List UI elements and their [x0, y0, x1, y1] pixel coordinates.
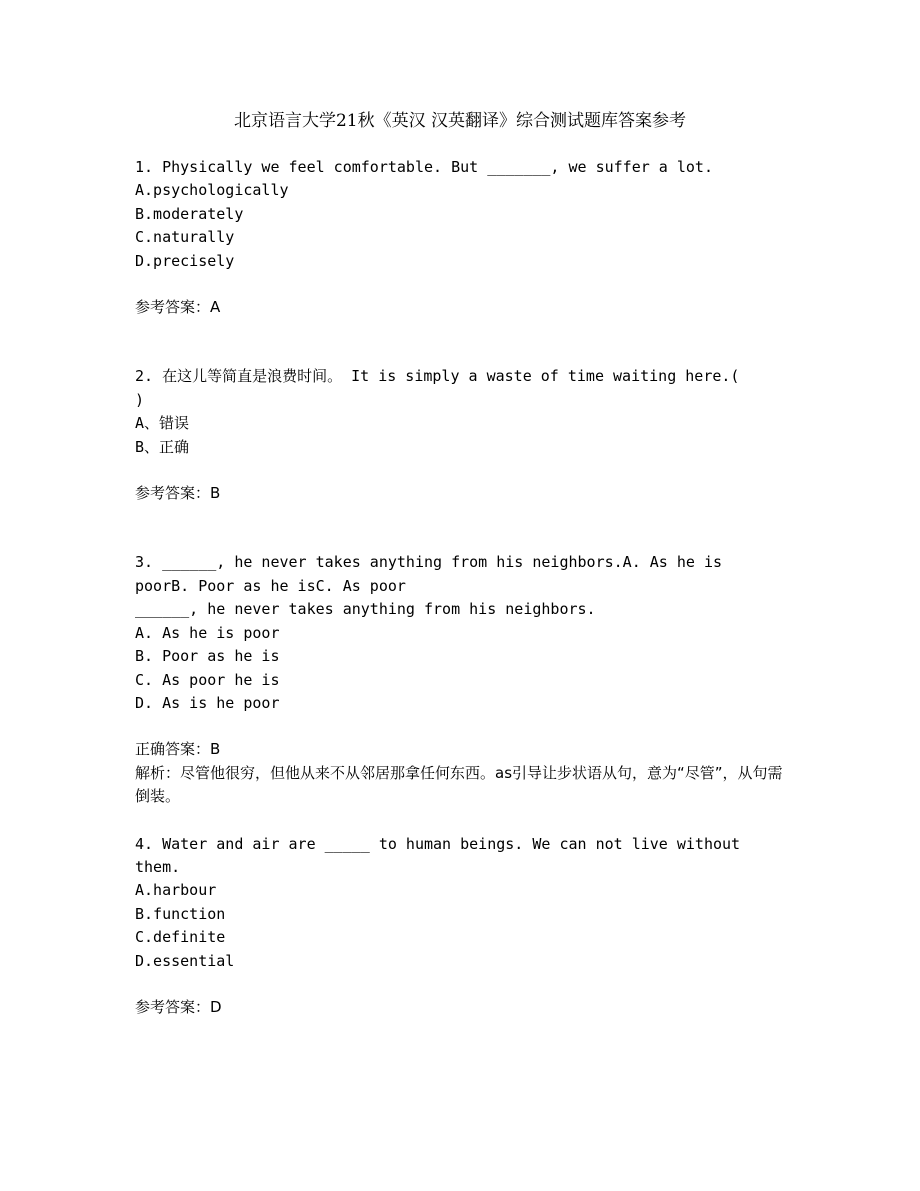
- option-a: A. As he is poor: [135, 623, 280, 642]
- option-a: A.harbour: [135, 881, 217, 900]
- question-4: [135, 833, 795, 1020]
- question-list: [135, 156, 795, 1019]
- question-stem: 4. Water and air are _____ to human beings. We can not live without them.: [135, 834, 741, 876]
- question-1: [135, 156, 795, 319]
- option-b: B.moderately: [135, 204, 244, 223]
- option-b: B、正确: [135, 437, 190, 456]
- question-2: [135, 365, 795, 505]
- option-c: C.naturally: [135, 228, 235, 247]
- option-b: B.function: [135, 904, 226, 923]
- answer-text: 正确答案：B: [135, 740, 221, 759]
- option-a: A、错误: [135, 414, 190, 433]
- option-d: D.essential: [135, 951, 235, 970]
- answer-text: 参考答案：A: [135, 298, 221, 317]
- question-stem: 2. 在这儿等简直是浪费时间。 It is simply a waste of time waiting here.( ): [135, 367, 740, 409]
- explanation-text: 解析：尽管他很穷，但他从来不从邻居那拿任何东西。as引导让步状语从句，意为“尽管”，从句需倒装。: [135, 763, 783, 806]
- answer-text: 参考答案：B: [135, 484, 221, 503]
- question-3: [135, 551, 795, 808]
- option-d: D. As is he poor: [135, 693, 280, 712]
- document-title: 北京语言大学21秋《英汉 汉英翻译》综合测试题库答案参考: [233, 111, 687, 131]
- question-stem: 3. ______, he never takes anything from his neighbors.A. As he is poorB. Poor as he isC. As poor ______, he never takes anything from his neighbors.: [135, 553, 722, 619]
- question-stem: 1. Physically we feel comfortable. But _______, we suffer a lot.: [135, 158, 713, 176]
- option-d: D.precisely: [135, 251, 235, 270]
- option-b: B. Poor as he is: [135, 647, 280, 666]
- option-c: C.definite: [135, 928, 226, 947]
- option-c: C. As poor he is: [135, 670, 280, 689]
- answer-text: 参考答案：D: [135, 997, 222, 1016]
- option-a: A.psychologically: [135, 181, 289, 200]
